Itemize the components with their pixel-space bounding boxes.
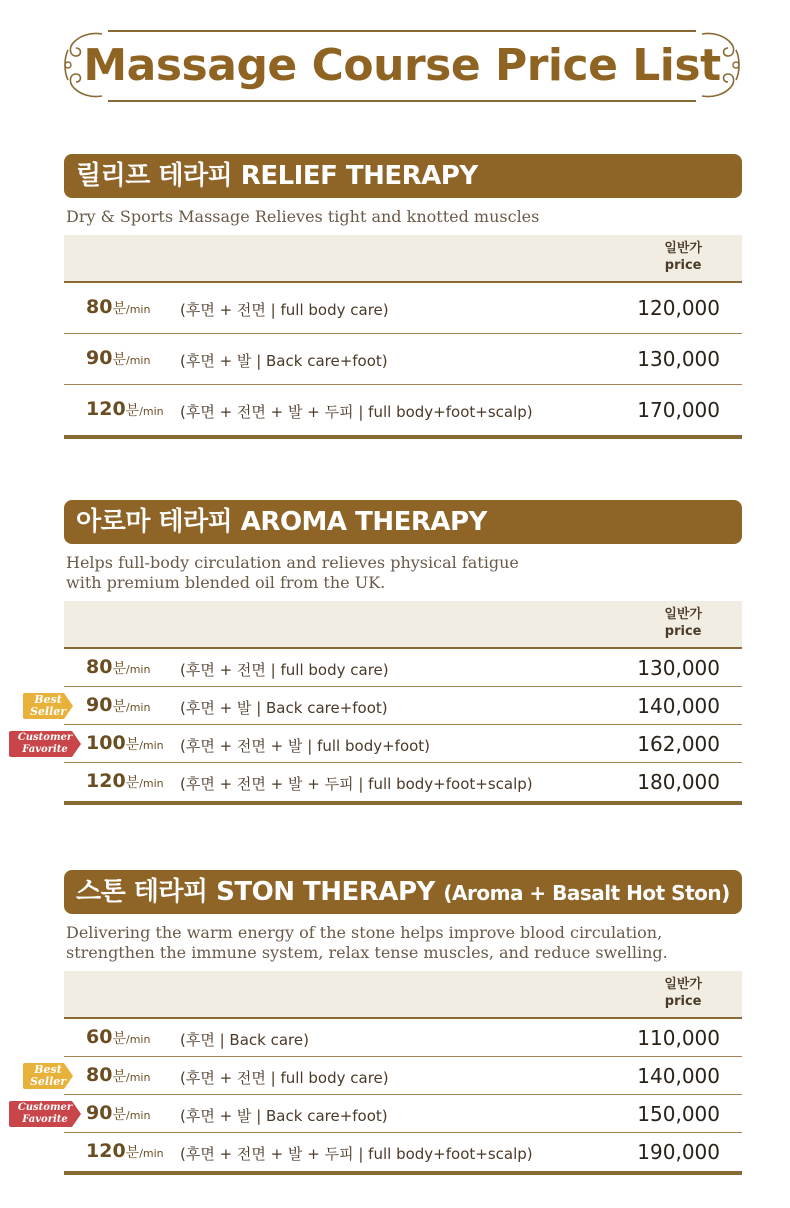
course-description: (후면 + 발 | Back care+foot) — [180, 1107, 388, 1125]
duration: 80분/min — [86, 1064, 151, 1086]
customer-favorite-badge — [8, 730, 82, 758]
table-row — [17, 1095, 742, 1133]
badge-label: Customer Favorite — [17, 732, 73, 755]
price: 110,000 — [637, 1026, 720, 1050]
title-frame — [62, 28, 742, 106]
duration: 100분/min — [86, 732, 164, 754]
table-row — [29, 1057, 742, 1095]
price: 162,000 — [637, 732, 720, 756]
price-header-english: price — [664, 994, 702, 1009]
duration: 90분/min — [86, 347, 151, 369]
price-header-english: price — [664, 624, 702, 639]
section-banner-title: 스톤 테라피 STON THERAPY — [76, 877, 435, 907]
section-aroma-therapy — [17, 500, 742, 805]
section-banner — [64, 154, 742, 198]
description-line: strengthen the immune system, relax tense muscles, and reduce swelling. — [66, 943, 668, 962]
section-description — [64, 923, 742, 963]
table-row — [64, 763, 742, 805]
description-line: Helps full-body circulation and relieves physical fatigue — [66, 553, 519, 572]
title-rule-bottom — [108, 100, 696, 102]
table-row — [64, 334, 742, 385]
section-description — [64, 207, 742, 227]
course-description: (후면 + 전면 + 발 + 두피 | full body+foot+scalp) — [180, 775, 533, 793]
price: 180,000 — [637, 770, 720, 794]
table-row — [64, 1133, 742, 1175]
duration: 120분/min — [86, 1140, 164, 1162]
customer-favorite-badge — [8, 1100, 82, 1128]
course-description: (후면 + 발 | Back care+foot) — [180, 699, 388, 717]
best-seller-badge — [22, 1062, 74, 1090]
price-header-korean: 일반가 — [664, 241, 702, 256]
duration: 120분/min — [86, 398, 164, 420]
table-row — [64, 649, 742, 687]
course-description: (후면 | Back care) — [180, 1031, 309, 1049]
price-column-header — [664, 976, 702, 1010]
price: 190,000 — [637, 1140, 720, 1164]
price: 140,000 — [637, 1064, 720, 1088]
table-row — [64, 1019, 742, 1057]
table-header — [64, 235, 742, 283]
course-description: (후면 + 전면 + 발 + 두피 | full body+foot+scalp) — [180, 403, 533, 421]
table-row — [64, 283, 742, 334]
course-description: (후면 + 전면 + 발 | full body+foot) — [180, 737, 431, 755]
price-column-header — [664, 606, 702, 640]
price: 130,000 — [637, 656, 720, 680]
course-description: (후면 + 전면 | full body care) — [180, 301, 389, 319]
description-line: Delivering the warm energy of the stone helps improve blood circulation, — [66, 923, 663, 942]
badge-label: Best Seller — [29, 1063, 67, 1088]
duration: 90분/min — [86, 694, 151, 716]
table-header — [64, 971, 742, 1019]
title-rule-top — [108, 30, 696, 32]
section-banner — [64, 500, 742, 544]
page-title: Massage Course Price List — [83, 40, 721, 91]
price-header-korean: 일반가 — [664, 977, 702, 992]
price: 130,000 — [637, 347, 720, 371]
table-row — [29, 687, 742, 725]
section-banner — [64, 870, 742, 914]
badge-label: Best Seller — [29, 693, 67, 718]
price: 140,000 — [637, 694, 720, 718]
duration: 80분/min — [86, 296, 151, 318]
duration: 60분/min — [86, 1026, 151, 1048]
price: 150,000 — [637, 1102, 720, 1126]
price-column-header — [664, 240, 702, 274]
price: 170,000 — [637, 398, 720, 422]
table-header — [64, 601, 742, 649]
description-line: with premium blended oil from the UK. — [66, 573, 386, 592]
table-row — [64, 385, 742, 439]
section-relief-therapy — [64, 154, 742, 439]
course-description: (후면 + 전면 | full body care) — [180, 1069, 389, 1087]
section-description — [64, 553, 742, 593]
badge-label: Customer Favorite — [17, 1102, 73, 1125]
course-description: (후면 + 전면 | full body care) — [180, 661, 389, 679]
course-description: (후면 + 전면 + 발 + 두피 | full body+foot+scalp) — [180, 1145, 533, 1163]
description-line: Dry & Sports Massage Relieves tight and knotted muscles — [66, 207, 540, 226]
ornament-right-icon — [698, 30, 742, 100]
table-row — [17, 725, 742, 763]
section-banner-title: 릴리프 테라피 RELIEF THERAPY — [76, 161, 478, 191]
duration: 90분/min — [86, 1102, 151, 1124]
duration: 80분/min — [86, 656, 151, 678]
section-banner-title: 아로마 테라피 AROMA THERAPY — [76, 507, 487, 537]
price: 120,000 — [637, 296, 720, 320]
section-ston-therapy — [17, 870, 742, 1175]
course-description: (후면 + 발 | Back care+foot) — [180, 352, 388, 370]
price-header-korean: 일반가 — [664, 607, 702, 622]
section-banner-subtitle: (Aroma + Basalt Hot Ston) — [443, 881, 730, 905]
best-seller-badge — [22, 692, 74, 720]
duration: 120분/min — [86, 770, 164, 792]
price-header-english: price — [664, 258, 702, 273]
